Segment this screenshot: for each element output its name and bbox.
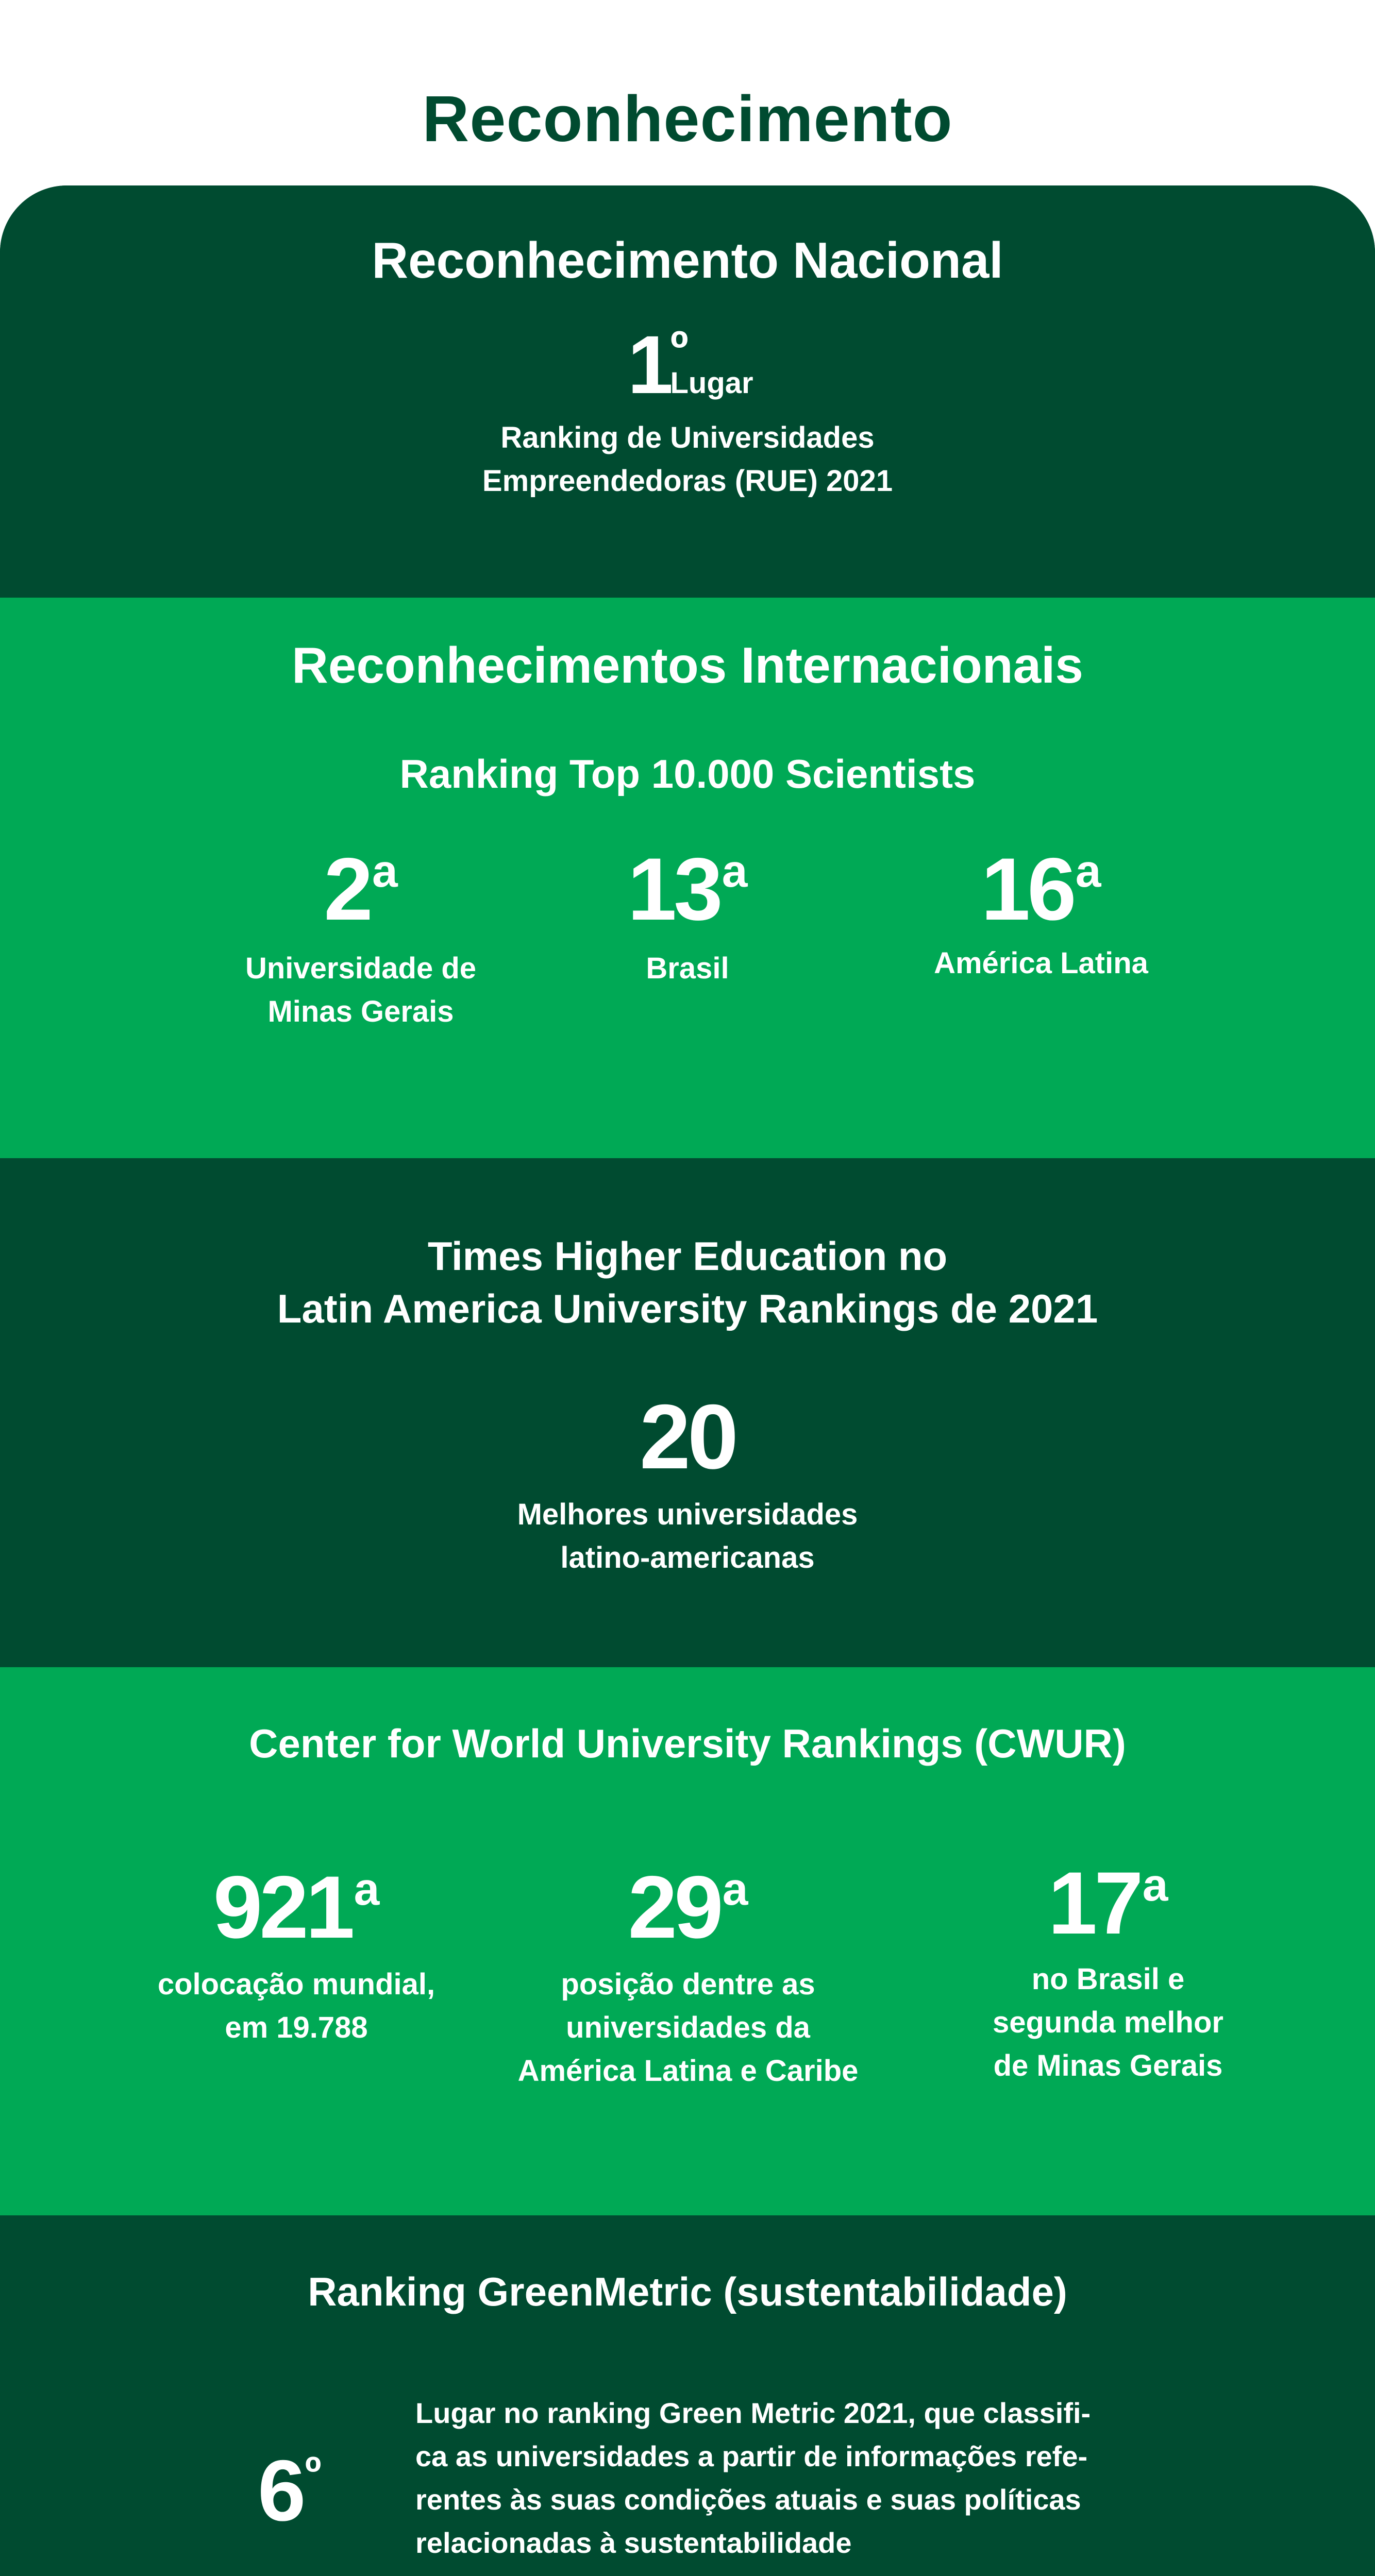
national-title: Reconhecimento Nacional [372, 232, 1003, 289]
greenmetric-desc-line4: relacionadas à sustentabilidade [415, 2527, 852, 2559]
greenmetric-title: Ranking GreenMetric (sustentabilidade) [308, 2269, 1067, 2314]
cwur-rank-label-line2: universidades da [566, 2011, 810, 2045]
national-rank-suffix-block [670, 321, 753, 400]
scientists-rank-item [548, 840, 827, 990]
scientists-rank-label-line1: Brasil [646, 952, 729, 985]
international-subtitle: Ranking Top 10.000 Scientists [399, 751, 976, 796]
times-desc-line2: latino-americanas [560, 1541, 815, 1574]
national-section [0, 185, 1375, 598]
times-value: 20 [640, 1385, 735, 1488]
greenmetric-value: $6^º$ [258, 2442, 322, 2539]
scientists-rank-label-line1: América Latina [934, 946, 1148, 980]
scientists-rank-label-line1: Universidade de [245, 952, 477, 985]
greenmetric-section [0, 2215, 1375, 2576]
scientists-rank-label-line2: Minas Gerais [267, 995, 454, 1029]
scientists-rank-value: 13$^a$ [627, 840, 748, 939]
cwur-rank-item [495, 1858, 881, 2093]
cwur-rank-label-line1: no Brasil e [1031, 1962, 1185, 1996]
scientists-rank-item [216, 840, 505, 1033]
national-desc-line1: Ranking de Universidades [500, 421, 875, 454]
cwur-rank-label-line2: em 19.788 [225, 2011, 368, 2045]
cwur-section [0, 1667, 1375, 2215]
page-title: Reconhecimento [422, 82, 953, 155]
times-desc-line1: Melhores universidades [517, 1498, 858, 1531]
cwur-rank-label-line2: segunda melhor [993, 2006, 1223, 2040]
scientists-rank-item [902, 840, 1180, 985]
cwur-rank-label-line3: América Latina e Caribe [517, 2054, 859, 2088]
national-desc-line2: Empreendedoras (RUE) 2021 [482, 464, 893, 498]
greenmetric-desc-line1: Lugar no ranking Green Metric 2021, que classifi- [415, 2397, 1091, 2429]
national-rank-value: 1 [627, 318, 670, 411]
cwur-rank-label-line1: posição dentre as [561, 1968, 815, 2001]
times-title-line1: Times Higher Education no [427, 1233, 948, 1279]
cwur-rank-value: 29$^a$ [628, 1858, 748, 1957]
cwur-title: Center for World University Rankings (CWUR) [249, 1721, 1126, 1766]
scientists-rank-value: 16$^a$ [981, 840, 1101, 939]
national-rank [0, 318, 1375, 411]
scientists-rank-value: 2$^a$ [324, 840, 398, 939]
cwur-rank-label-line3: de Minas Gerais [993, 2049, 1223, 2083]
cwur-rank-label-line1: colocação mundial, [157, 1968, 435, 2001]
greenmetric-desc [415, 2392, 1163, 2565]
cwur-rank-value: 921$^a$ [213, 1858, 380, 1957]
cwur-rank-item [943, 1854, 1273, 2088]
international-title: Reconhecimentos Internacionais [292, 637, 1083, 693]
cwur-rank-item [129, 1858, 464, 2049]
national-rank-word: Lugar [670, 366, 753, 400]
recognition-card [0, 185, 1375, 2576]
times-title-line2: Latin America University Rankings de 2021 [277, 1286, 1098, 1331]
cwur-rank-value: 17$^a$ [1048, 1854, 1168, 1953]
national-rank-suffix: º [670, 321, 689, 376]
international-section [0, 598, 1375, 1158]
greenmetric-desc-line3: rentes às suas condições atuais e suas políticas [415, 2483, 1081, 2516]
greenmetric-desc-line2: ca as universidades a partir de informações refe- [415, 2440, 1088, 2472]
times-section [0, 1158, 1375, 1667]
